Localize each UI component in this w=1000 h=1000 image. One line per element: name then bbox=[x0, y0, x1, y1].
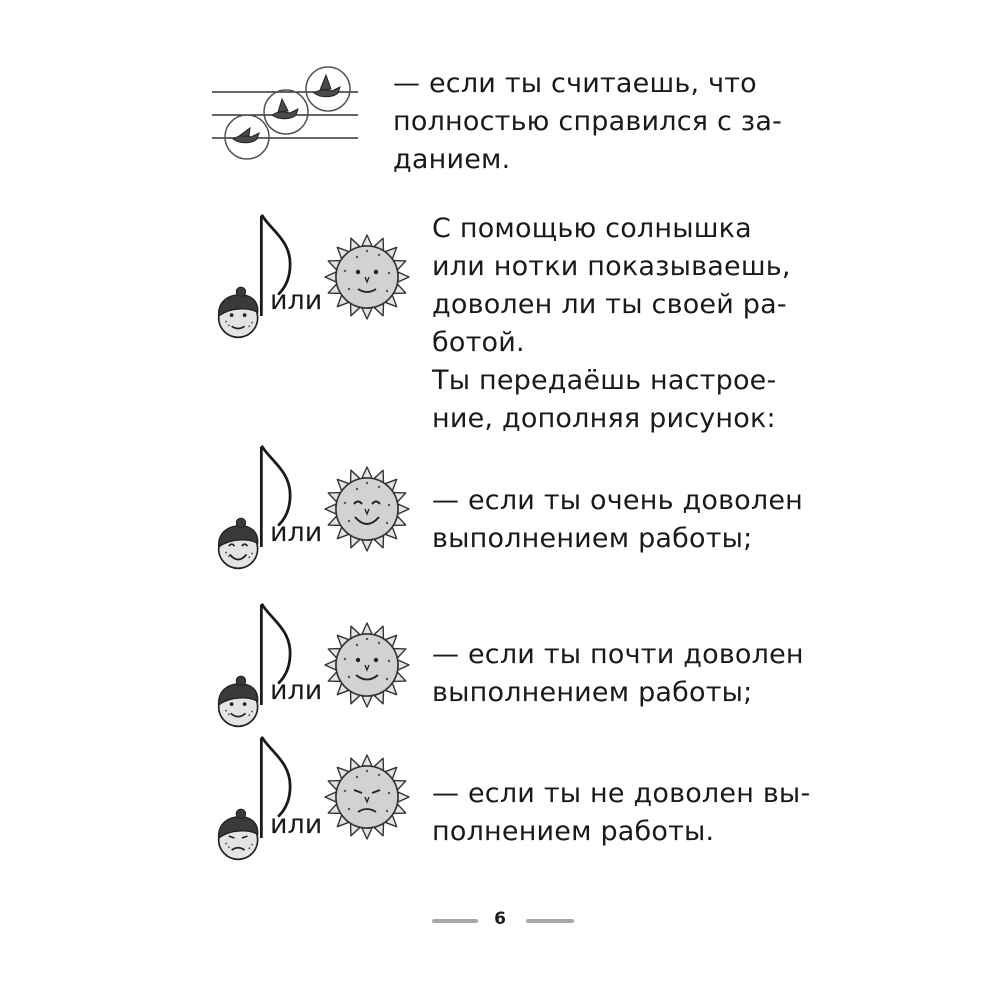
note-face-happy-icon bbox=[213, 443, 293, 573]
explain-p1-line-3: доволен ли ты своей ра- bbox=[432, 289, 787, 320]
footer-divider-left bbox=[432, 919, 478, 923]
option-2-line-2: выполнением работы; bbox=[432, 677, 753, 708]
page-number: 6 bbox=[494, 909, 506, 929]
option-1-line-2: выполнением работы; bbox=[432, 523, 753, 554]
note-face-neutral-icon bbox=[213, 212, 293, 342]
explain-p1-line-2: или нотки показываешь, bbox=[432, 251, 791, 282]
page-footer bbox=[0, 905, 1000, 935]
option-3-line-2: полнением работы. bbox=[432, 816, 715, 847]
explain-p2-line-2: ние, дополняя рисунок: bbox=[432, 403, 776, 434]
intro-line-2: полностью справился с за- bbox=[393, 106, 783, 137]
explain-p1-line-4: ботой. bbox=[432, 327, 525, 358]
intro-line-3: данием. bbox=[393, 144, 511, 175]
intro-line-1: — если ты считаешь, что bbox=[393, 68, 757, 99]
explain-connector: или bbox=[270, 285, 323, 316]
option-1-line-1: — если ты очень доволен bbox=[432, 485, 804, 516]
sun-face-neutral-icon bbox=[322, 232, 412, 322]
option-3-line-1: — если ты не доволен вы- bbox=[432, 778, 811, 809]
note-face-smile-icon bbox=[213, 601, 293, 731]
option-2-connector: или bbox=[270, 675, 323, 706]
footer-divider-right bbox=[526, 919, 574, 923]
sun-face-sad-icon bbox=[322, 752, 412, 842]
option-3-connector: или bbox=[270, 809, 323, 840]
birds-on-staff-icon bbox=[210, 65, 360, 165]
sun-face-happy-icon bbox=[322, 464, 412, 554]
option-2-line-1: — если ты почти доволен bbox=[432, 639, 804, 670]
explain-p1-line-1: С помощью солнышка bbox=[432, 213, 752, 244]
option-1-connector: или bbox=[270, 517, 323, 548]
explain-p2-line-1: Ты передаёшь настрое- bbox=[432, 365, 777, 396]
sun-face-smile-icon bbox=[322, 620, 412, 710]
note-face-sad-icon bbox=[213, 734, 293, 864]
